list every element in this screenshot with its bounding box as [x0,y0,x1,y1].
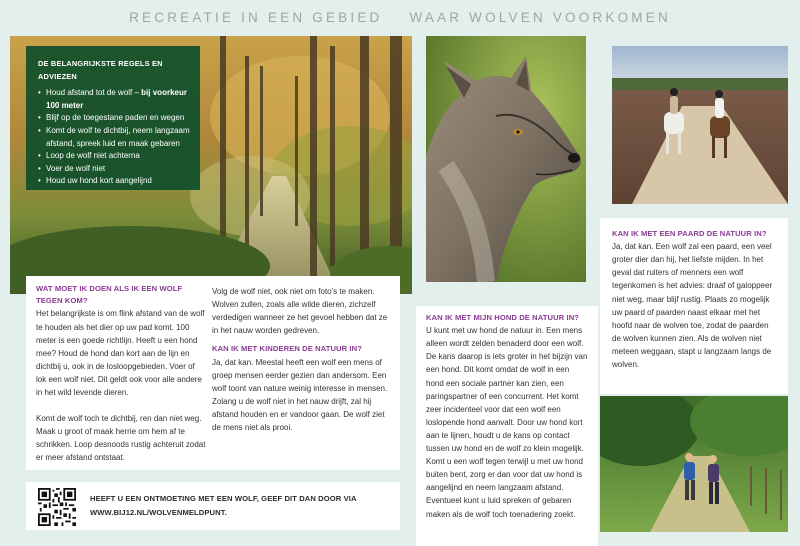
paragraph: Volg de wolf niet, ook niet om foto's te maken. Wolven zullen, zoals alle wilde dieren, zichzelf verdedigen wanneer ze het gevoel hebben dat ze in het nauw worden gedreven. [212,287,388,336]
question-heading-hond: KAN IK MET MIJN HOND DE NATUUR IN? [426,313,580,322]
paragraph: U kunt met uw hond de natuur in. Een mens alleen wordt zelden benaderd door een wolf. De kans daarop is iets groter in het bijzijn van een hond. Dit komt omdat de wolf in een hond een sociale partner kan zien, een paringspartner of een concurrent. Het komt zeer incidenteel voor dat een wolf een loslopende hond aanvalt. Door uw hond kort aan te lijnen, houdt u de kans op contact tussen uw hond en de wolf zo klein mogelijk. Komt u een wolf tegen terwijl u met uw hond buiten bent, zorg er dan voor dat uw hond is aangelijnd en neem langzaam afstand. Eventueel kunt u luid spreken of gebaren maken als de wolf toch toenadering zoekt. [426,326,588,519]
report-strip [26,482,400,530]
rules-item: • Blijf op de toegestane paden en wegen [38,112,192,125]
question-heading-paard: KAN IK MET EEN PAARD DE NATUUR IN? [612,229,767,238]
rules-item: • Houd uw hond kort aangelijnd [38,175,192,188]
question-heading-wolf: WAT MOET IK DOEN ALS IK EEN WOLF TEGEN KOM? [36,284,183,306]
rules-item1-bold: bij voorkeur 100 meter [46,88,187,110]
rules-list [38,87,192,188]
rules-item: • Komt de wolf te dichtbij, neem langzaam afstand, spreek luid en maak gebaren [38,125,192,150]
right-text-card [600,218,788,394]
walkers-photo [600,396,788,532]
left-column-2 [212,285,392,434]
left-text-card [26,276,400,470]
rules-item: • Voer de wolf niet [38,163,192,176]
question-heading-kinderen: KAN IK MET KINDEREN DE NATUUR IN? [212,344,362,354]
rules-item: • Loop de wolf niet achterna [38,150,192,163]
report-line1: HEEFT U EEN ONTMOETING MET EEN WOLF, GEEF DIT DAN DOOR VIA [90,494,357,503]
horse-riders-photo [612,46,788,204]
left-column-1 [36,283,206,464]
rules-title: DE BELANGRIJKSTE REGELS EN ADVIEZEN [38,59,163,81]
header-part1: RECREATIE IN EEN GEBIED [129,10,383,25]
report-text [90,492,390,520]
rules-box [26,46,200,190]
wolf-photo [426,36,586,282]
header-part2: WAAR WOLVEN VOORKOMEN [409,10,671,25]
paragraph: Komt de wolf toch te dichtbij, ren dan niet weg. Maak u groot of maak herrie om hem af te schrikken. Loop desnoods rustig achteruit zodat er meer afstand ontstaat. [36,414,206,463]
rules-item1-prefix: Houd afstand tot de wolf – [46,88,142,98]
rules-item [38,87,192,112]
qr-code-icon[interactable] [38,488,76,526]
middle-text-card [416,306,598,546]
paragraph: Ja, dat kan. Meestal heeft een wolf een mens of groep mensen eerder gezien dan andersom. Een wolf toont van nature weinig interesse in mensen. Zolang u de wolf niet in het nauw drijft, zal hij afstand houden en er vandoor gaan. De wolf ziet de mens niet als prooi. [212,357,388,433]
paragraph: Ja, dat kan. Een wolf zal een paard, een veel groter dier dan hij, het liefste mijden. In het geval dat ruiters of menners een wolf tegenkomen is het advies: draaf of galoppeer niet weg, maar blijf rustig. Plaats zo mogelijk uw paard of paarden naast elkaar met het hoofd naar de wolven toe, zodat de paarden de wolven kunnen zien. Als de wolven niet meteen weggaan, stapt u langzaam langs de wolven. [612,242,773,370]
report-link[interactable]: WWW.BIJ12.NL/WOLVENMELDPUNT. [90,508,227,517]
page-header [0,10,800,34]
paragraph: Het belangrijkste is om flink afstand van de wolf te houden als het dier op uw pad komt. 100 meter is een goede richtlijn. Heeft u een hond mee? Houd de hond dan kort aan de lijn en dichtbij u, ook in de losloopgebieden. Voer of lok een wolf niet. Dit geldt ook voor alle andere in het wild levende dieren. [36,309,205,397]
